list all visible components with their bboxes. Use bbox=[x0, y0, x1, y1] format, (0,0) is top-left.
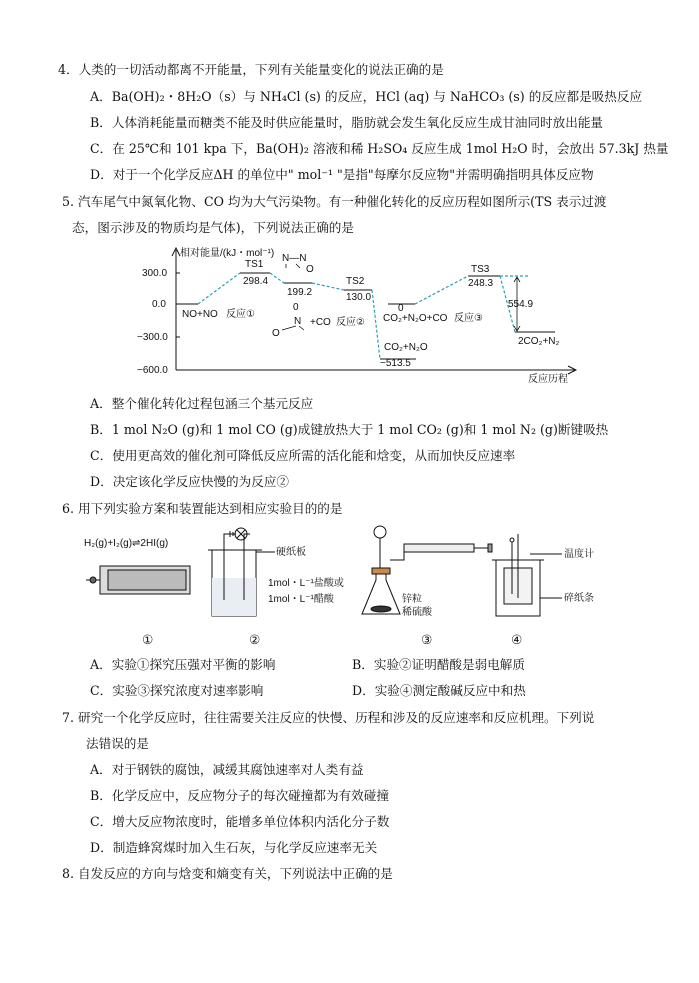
species-start: NO+NO bbox=[182, 309, 218, 320]
int1-value: 199.2 bbox=[287, 287, 313, 298]
int3-zero: 0 bbox=[398, 303, 404, 314]
chain-n: N bbox=[294, 316, 302, 327]
ytick-neg600: −600.0 bbox=[137, 365, 168, 376]
q5-stem-line2: 态，图示涉及的物质均是气体)，下列说法正确的是 bbox=[72, 220, 354, 235]
y-axis-label: 相对能量/(kJ・mol⁻¹) bbox=[180, 248, 275, 259]
apparatus-3-acid: 稀硫酸 bbox=[402, 607, 432, 618]
label-num-3: ③ bbox=[421, 633, 433, 647]
label-num-2: ② bbox=[249, 633, 261, 647]
ring-n: N—N bbox=[282, 253, 307, 264]
q8-stem: 8. 自发反应的方向与焓变和熵变有关，下列说法中正确的是 bbox=[62, 866, 393, 881]
q5-option-a: A．整个催化转化过程包涵三个基元反应 bbox=[90, 396, 314, 411]
low-value: −513.5 bbox=[380, 358, 411, 369]
lab-apparatus-figure bbox=[0, 520, 699, 650]
apparatus-2-beaker bbox=[208, 528, 275, 616]
int3-label: CO₂+N₂O+CO bbox=[383, 313, 448, 324]
q6-option-d: D．实验④测定酸碱反应中和热 bbox=[352, 683, 526, 698]
ts1-name: TS1 bbox=[245, 259, 264, 270]
q4-stem: 4．人类的一切活动都离不开能量，下列有关能量变化的说法正确的是 bbox=[58, 62, 444, 77]
zero-small: 0 bbox=[293, 302, 299, 313]
q5-option-c: C．使用更高效的催化剂可降低反应所需的活化能和焓变，从而加快反应速率 bbox=[90, 448, 516, 463]
label-num-4: ④ bbox=[511, 633, 523, 647]
apparatus-1-label: H₂(g)+I₂(g)⇌2HI(g) bbox=[84, 538, 169, 549]
chain-o: O bbox=[272, 328, 280, 339]
q4-option-b: B．人体消耗能量而糖类不能及时供应能量时，脂肪就会发生氧化反应生成甘油同时放出能量 bbox=[90, 115, 604, 130]
reaction-3-label: 反应③ bbox=[454, 313, 483, 324]
apparatus-2-acid-1: 1mol・L⁻¹盐酸或 bbox=[268, 578, 344, 589]
q7-stem-line2: 法错误的是 bbox=[86, 736, 149, 751]
apparatus-3-flask bbox=[362, 526, 492, 614]
ts3-name: TS3 bbox=[471, 264, 490, 275]
reaction-1-label: 反应① bbox=[226, 309, 255, 320]
low-species: CO₂+N₂O bbox=[384, 342, 428, 353]
apparatus-4-paper: 碎纸条 bbox=[564, 593, 594, 604]
apparatus-4-thermometer: 温度计 bbox=[564, 549, 594, 560]
q7-option-d: D．制造蜂窝煤时加入生石灰，与化学反应速率无关 bbox=[90, 840, 378, 855]
apparatus-4-calorimeter bbox=[492, 534, 562, 616]
apparatus-1-syringe bbox=[86, 566, 190, 594]
ytick-0: 0.0 bbox=[152, 299, 166, 310]
q6-option-b: B．实验②证明醋酸是弱电解质 bbox=[352, 657, 525, 672]
q6-option-a: A．实验①探究压强对平衡的影响 bbox=[90, 657, 276, 672]
q4-option-a: A．Ba(OH)₂・8H₂O（s）与 NH₄Cl (s) 的反应，HCl (aq) 与 NaHCO₃ (s) 的反应都是吸热反应 bbox=[90, 89, 643, 104]
q7-option-b: B．化学反应中，反应物分子的每次碰撞都为有效碰撞 bbox=[90, 788, 389, 803]
q4-option-d: D．对于一个化学反应ΔH 的单位中" mol⁻¹ "是指"每摩尔反应物"并需明确指明具体反应物 bbox=[90, 167, 594, 182]
ts3-value: 248.3 bbox=[468, 278, 494, 289]
reaction-2-label: 反应② bbox=[336, 317, 365, 328]
q5-stem-line1: 5. 汽车尾气中氮氧化物、CO 均为大气污染物。有一种催化转化的反应历程如图所示(TS 表示过渡 bbox=[62, 194, 607, 209]
q5-option-d: D．决定该化学反应快慢的为反应② bbox=[90, 474, 290, 489]
ts1-value: 298.4 bbox=[243, 276, 269, 287]
ring-o: O bbox=[306, 264, 314, 275]
ytick-neg300: −300.0 bbox=[137, 332, 168, 343]
ytick-300: 300.0 bbox=[142, 268, 168, 279]
label-num-1: ① bbox=[142, 633, 154, 647]
q7-option-c: C．增大反应物浓度时，能增多单位体积内活化分子数 bbox=[90, 814, 390, 829]
x-axis-label: 反应历程 bbox=[528, 374, 568, 385]
ts2-name: TS2 bbox=[346, 276, 365, 287]
q6-stem: 6. 用下列实验方案和装置能达到相应实验目的的是 bbox=[62, 501, 343, 516]
q4-option-c: C．在 25℃和 101 kpa 下，Ba(OH)₂ 溶液和稀 H₂SO₄ 反应生成 1mol H₂O 时，会放出 57.3kJ 热量 bbox=[90, 141, 669, 156]
q7-option-a: A．对于钢铁的腐蚀，减缓其腐蚀速率对人类有益 bbox=[90, 762, 364, 777]
q6-option-c: C．实验③探究浓度对速率影响 bbox=[90, 683, 264, 698]
apparatus-3-zinc: 锌粒 bbox=[402, 594, 422, 605]
apparatus-2-acid-2: 1mol・L⁻¹醋酸 bbox=[268, 594, 334, 605]
end-species: 2CO₂+N₂ bbox=[518, 336, 560, 347]
q7-stem-line1: 7. 研究一个化学反应时，往往需要关注反应的快慢、历程和涉及的反应速率和反应机理。下列说 bbox=[62, 710, 595, 725]
q5-option-b: B．1 mol N₂O (g)和 1 mol CO (g)成键放热大于 1 mol CO₂ (g)和 1 mol N₂ (g)断键吸热 bbox=[90, 422, 609, 437]
int2-label: +CO bbox=[310, 317, 331, 328]
ts2-value: 130.0 bbox=[346, 292, 372, 303]
apparatus-2-board: 硬纸板 bbox=[276, 547, 306, 558]
gap-value: 554.9 bbox=[508, 299, 534, 310]
energy-profile-diagram bbox=[0, 240, 699, 390]
